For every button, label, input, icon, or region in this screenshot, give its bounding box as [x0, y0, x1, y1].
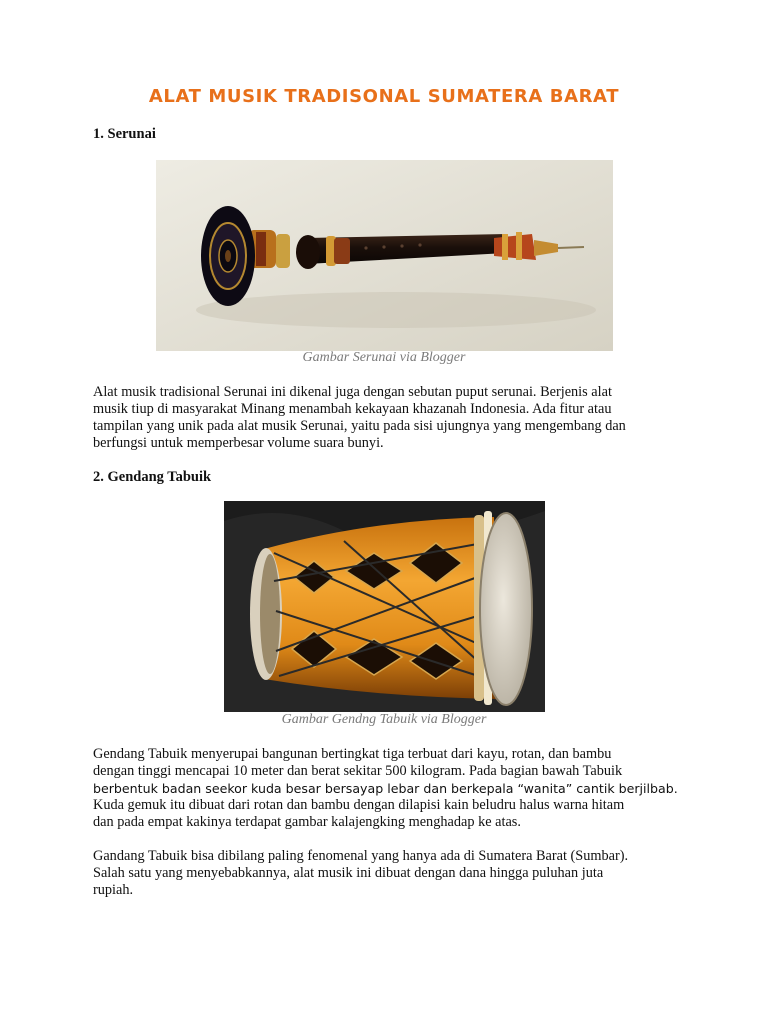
paragraph-serunai — [93, 384, 683, 452]
paragraph-line: musik tiup di masyarakat Minang menambah kekayaan khazanah Indonesia. Ada fitur atau — [93, 401, 612, 417]
paragraph-line: Gendang Tabuik menyerupai bangunan bertingkat tiga terbuat dari kayu, rotan, dan bambu — [93, 746, 612, 762]
image-caption-serunai: Gambar Serunai via Blogger — [302, 350, 466, 365]
paragraph-line: Gandang Tabuik bisa dibilang paling fenomenal yang hanya ada di Sumatera Barat (Sumbar). — [93, 848, 629, 864]
paragraph-line: dan pada empat kakinya terdapat gambar kalajengking menghadap ke atas. — [93, 814, 521, 830]
paragraph-line: dengan tinggi mencapai 10 meter dan berat sekitar 500 kilogram. Pada bagian bawah Tabuik — [93, 763, 623, 779]
paragraph-line: Kuda gemuk itu dibuat dari rotan dan bambu dengan dilapisi kain beludru halus warna hitam — [93, 797, 625, 813]
section-heading-gendang-tabuik: 2. Gendang Tabuik — [93, 469, 212, 485]
section-heading-serunai: 1. Serunai — [93, 126, 156, 142]
paragraph-gendang-tabuik-1 — [93, 746, 683, 831]
paragraph-line: berfungsi untuk memperbesar volume suara bunyi. — [93, 435, 384, 451]
image-caption-gendang-tabuik: Gambar Gendng Tabuik via Blogger — [281, 712, 487, 727]
gendang-tabuik-photo — [224, 501, 545, 712]
paragraph-line: berbentuk badan seekor kuda besar bersayap lebar dan berkepala “wanita” cantik berjilbab. — [93, 781, 678, 796]
paragraph-line: rupiah. — [93, 882, 134, 898]
paragraph-line: tampilan yang unik pada alat musik Serunai, yaitu pada sisi ujungnya yang mengembang dan — [93, 418, 626, 434]
paragraph-line: Salah satu yang menyebabkannya, alat musik ini dibuat dengan dana hingga puluhan juta — [93, 865, 604, 881]
paragraph-line: Alat musik tradisional Serunai ini dikenal juga dengan sebutan puput serunai. Berjenis alat — [93, 384, 612, 400]
serunai-photo — [156, 160, 613, 351]
paragraph-gendang-tabuik-2 — [93, 848, 683, 899]
page-title: ALAT MUSIK TRADISONAL SUMATERA BARAT — [148, 86, 620, 107]
